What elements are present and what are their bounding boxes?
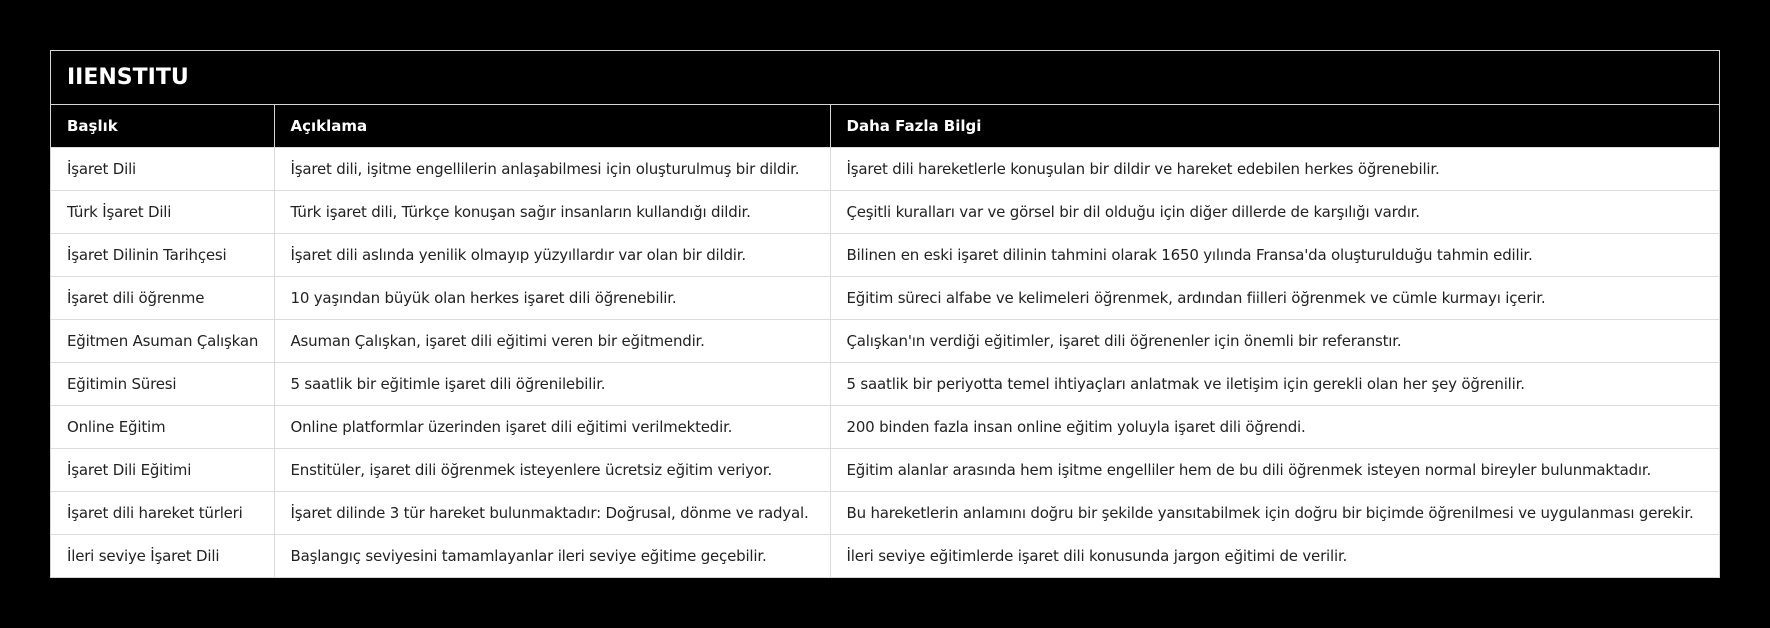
- cell-description: İşaret dilinde 3 tür hareket bulunmaktadır: Doğrusal, dönme ve radyal.: [274, 491, 830, 534]
- cell-title: Online Eğitim: [51, 405, 274, 448]
- cell-more-info: 200 binden fazla insan online eğitim yoluyla işaret dili öğrendi.: [830, 405, 1719, 448]
- cell-title: Eğitimin Süresi: [51, 362, 274, 405]
- cell-more-info: Çeşitli kuralları var ve görsel bir dil olduğu için diğer dillerde de karşılığı vardır.: [830, 190, 1719, 233]
- table-row: [51, 276, 1719, 319]
- cell-more-info: 5 saatlik bir periyotta temel ihtiyaçları anlatmak ve iletişim için gerekli olan her şey öğrenilir.: [830, 362, 1719, 405]
- cell-more-info: Eğitim alanlar arasında hem işitme engelliler hem de bu dili öğrenmek isteyen normal bireyler bulunmaktadır.: [830, 448, 1719, 491]
- cell-description: İşaret dili aslında yenilik olmayıp yüzyıllardır var olan bir dildir.: [274, 233, 830, 276]
- cell-title: Türk İşaret Dili: [51, 190, 274, 233]
- table-row: [51, 147, 1719, 190]
- cell-description: Türk işaret dili, Türkçe konuşan sağır insanların kullandığı dildir.: [274, 190, 830, 233]
- table-row: [51, 491, 1719, 534]
- cell-title: İleri seviye İşaret Dili: [51, 534, 274, 577]
- data-table: [51, 105, 1719, 577]
- cell-description: 10 yaşından büyük olan herkes işaret dili öğrenebilir.: [274, 276, 830, 319]
- table-row: [51, 405, 1719, 448]
- table-row: [51, 534, 1719, 577]
- cell-title: İşaret Dilinin Tarihçesi: [51, 233, 274, 276]
- cell-description: 5 saatlik bir eğitimle işaret dili öğrenilebilir.: [274, 362, 830, 405]
- table-row: [51, 362, 1719, 405]
- cell-more-info: Bu hareketlerin anlamını doğru bir şekilde yansıtabilmek için doğru bir biçimde öğrenilmesi ve uygulanması gerekir.: [830, 491, 1719, 534]
- table-row: [51, 190, 1719, 233]
- table-row: [51, 319, 1719, 362]
- cell-description: Online platformlar üzerinden işaret dili eğitimi verilmektedir.: [274, 405, 830, 448]
- cell-description: Enstitüler, işaret dili öğrenmek isteyenlere ücretsiz eğitim veriyor.: [274, 448, 830, 491]
- table-row: [51, 233, 1719, 276]
- table-title: IIENSTITU: [51, 51, 1719, 105]
- cell-description: İşaret dili, işitme engellilerin anlaşabilmesi için oluşturulmuş bir dildir.: [274, 147, 830, 190]
- cell-title: İşaret Dili: [51, 147, 274, 190]
- cell-title: Eğitmen Asuman Çalışkan: [51, 319, 274, 362]
- cell-title: İşaret dili öğrenme: [51, 276, 274, 319]
- cell-more-info: İşaret dili hareketlerle konuşulan bir dildir ve hareket edebilen herkes öğrenebilir.: [830, 147, 1719, 190]
- header-row: [51, 105, 1719, 147]
- cell-title: İşaret Dili Eğitimi: [51, 448, 274, 491]
- cell-more-info: İleri seviye eğitimlerde işaret dili konusunda jargon eğitimi de verilir.: [830, 534, 1719, 577]
- cell-more-info: Bilinen en eski işaret dilinin tahmini olarak 1650 yılında Fransa'da oluşturulduğu tahmin edilir.: [830, 233, 1719, 276]
- column-header-aciklama: Açıklama: [274, 105, 830, 147]
- cell-description: Başlangıç seviyesini tamamlayanlar ileri seviye eğitime geçebilir.: [274, 534, 830, 577]
- cell-more-info: Çalışkan'ın verdiği eğitimler, işaret dili öğrenenler için önemli bir referanstır.: [830, 319, 1719, 362]
- cell-title: İşaret dili hareket türleri: [51, 491, 274, 534]
- info-table: [50, 50, 1720, 578]
- column-header-daha-fazla-bilgi: Daha Fazla Bilgi: [830, 105, 1719, 147]
- column-header-baslik: Başlık: [51, 105, 274, 147]
- cell-more-info: Eğitim süreci alfabe ve kelimeleri öğrenmek, ardından fiilleri öğrenmek ve cümle kurmayı içerir.: [830, 276, 1719, 319]
- cell-description: Asuman Çalışkan, işaret dili eğitimi veren bir eğitmendir.: [274, 319, 830, 362]
- table-row: [51, 448, 1719, 491]
